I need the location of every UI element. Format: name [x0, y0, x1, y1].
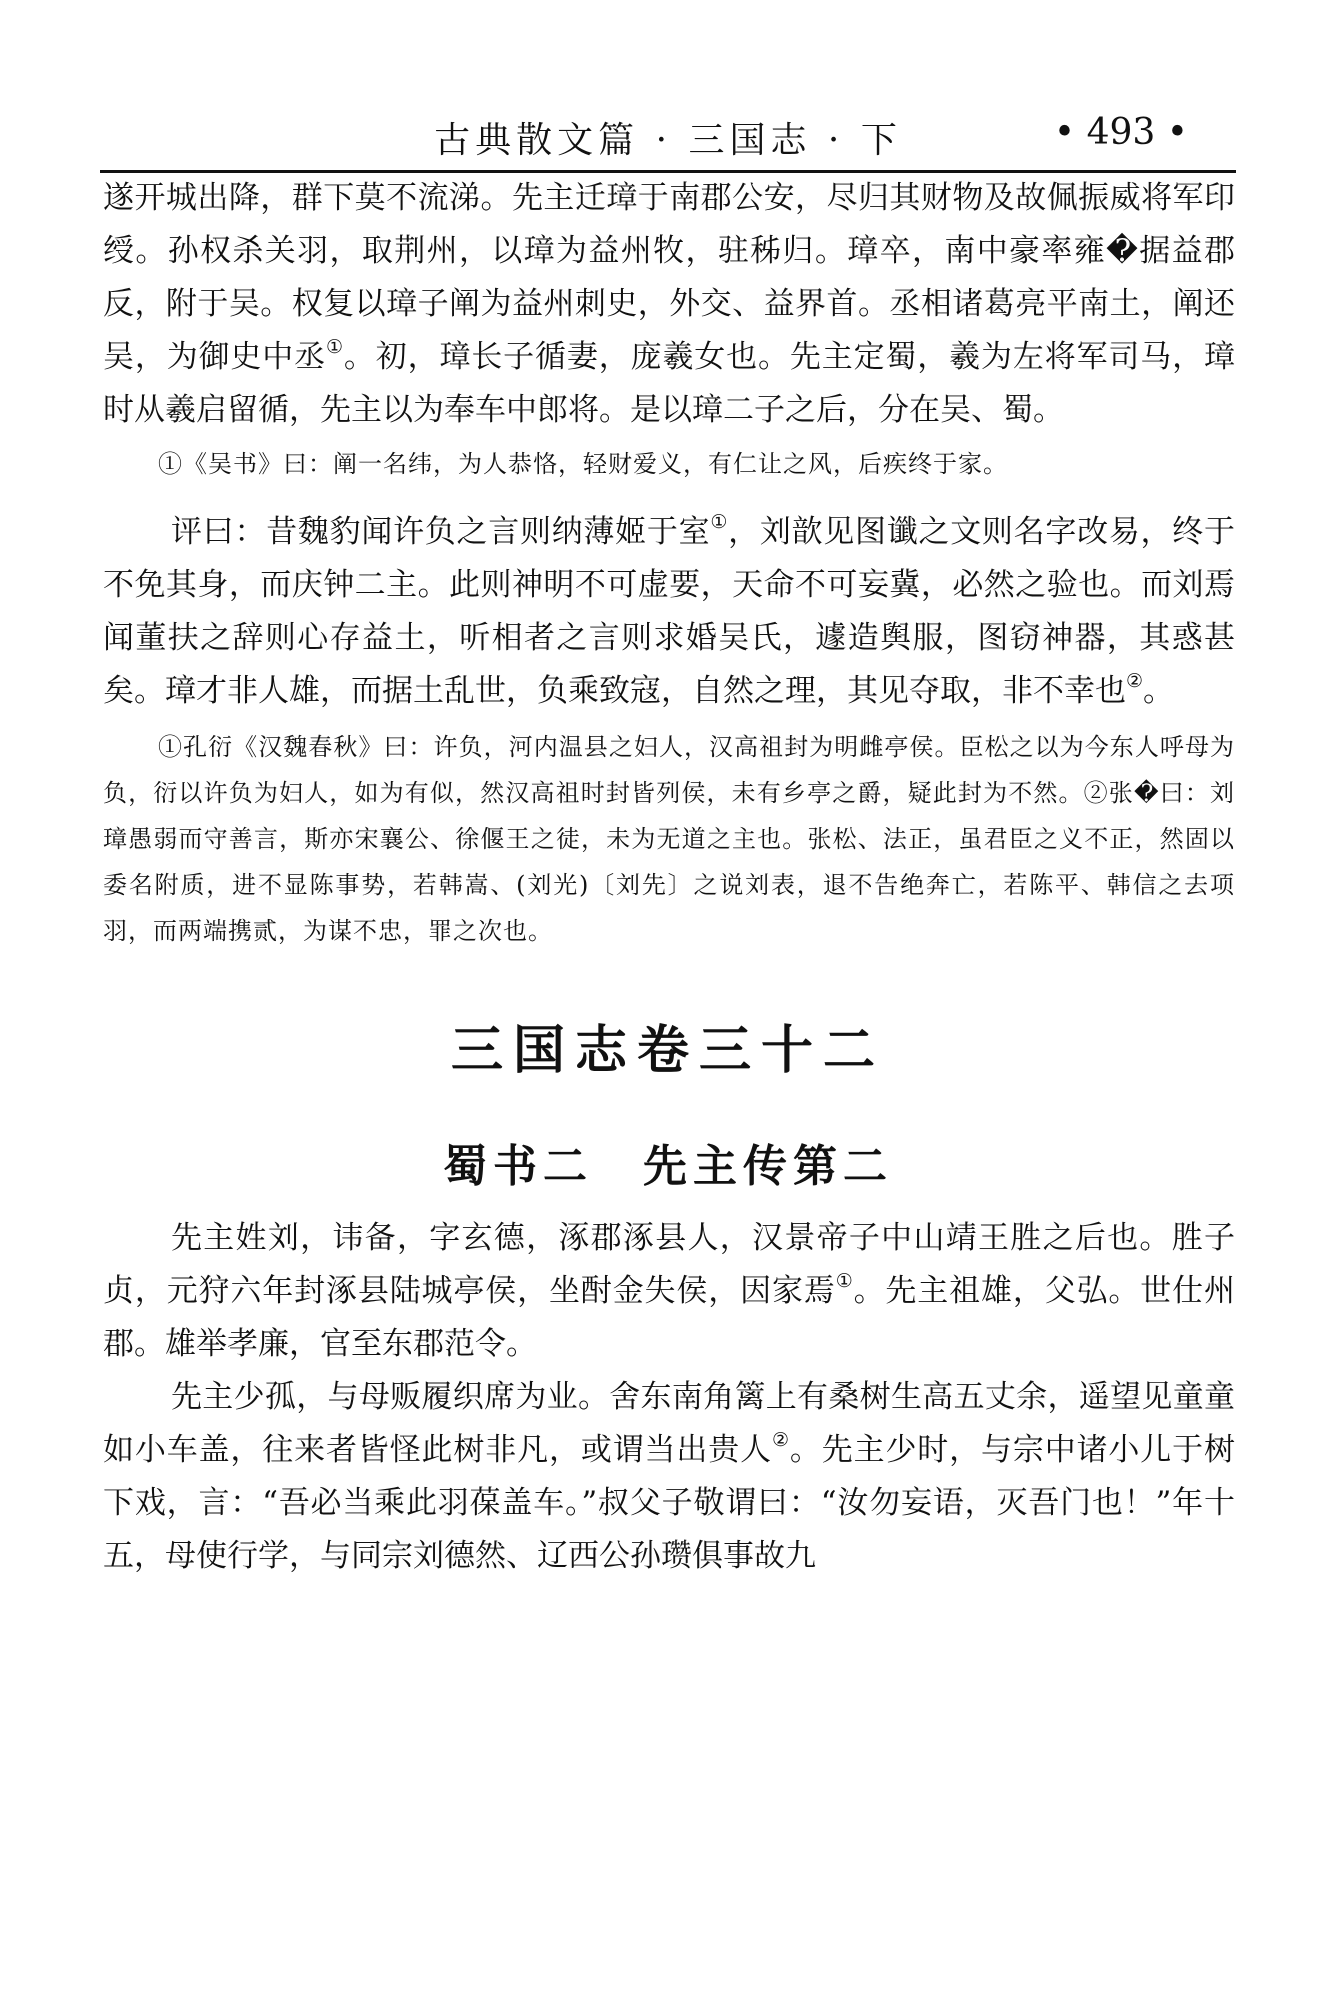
footnote-marker: ②	[771, 1429, 790, 1451]
section-commentary	[103, 506, 1235, 954]
footnote-marker: ①	[326, 336, 344, 358]
body-paragraph: 遂开城出降，群下莫不流涕。先主迁璋于南郡公安，尽归其财物及故佩振威将军印绶。孙权杀关羽，取荆州，以璋为益州牧，驻秭归。璋卒，南中豪率雍�据益郡反，附于吴。权复以璋子阐为益州刺史，外交、益界首。丞相诸葛亮平南土，阐还吴，为御史中丞①。初，璋长子循妻，庞羲女也。先主定蜀，羲为左将军司马，璋时从羲启留循，先主以为奉车中郎将。是以璋二子之后，分在吴、蜀。	[103, 180, 1235, 428]
section-title: 蜀书二 先主传第二	[443, 1141, 893, 1192]
footnote: ①孔衍《汉魏春秋》曰：许负，河内温县之妇人，汉高祖封为明雌亭侯。臣松之以为今东人呼母为负，衍以许负为妇人，如为有似，然汉高祖时封皆列侯，未有乡亭之爵，疑此封为不然。②张�曰：刘璋愚弱而守善言，斯亦宋襄公、徐偃王之徒，未为无道之主也。张松、法正，虽君臣之义不正，然固以委名附质，进不显陈事势，若韩嵩、(刘光)〔刘先〕之说刘表，退不告绝奔亡，若陈平、韩信之去项羽，而两端携贰，为谋不忠，罪之次也。	[103, 733, 1235, 945]
footnote-marker: ①	[710, 511, 729, 533]
section-xianzhu-biography	[103, 1212, 1235, 1583]
running-header	[100, 100, 1236, 161]
footnote-marker: ①	[835, 1270, 854, 1292]
page-number: • 493 •	[1053, 112, 1188, 153]
body-paragraph: 先主姓刘，讳备，字玄德，涿郡涿县人，汉景帝子中山靖王胜之后也。胜子贞，元狩六年封涿县陆城亭侯，坐酎金失侯，因家焉①。先主祖雄，父弘。世仕州郡。雄举孝廉，官至东郡范令。	[103, 1220, 1235, 1362]
commentary-paragraph: 评曰：昔魏豹闻许负之言则纳薄姬于室①，刘歆见图谶之文则名字改易，终于不免其身，而庆钟二主。此则神明不可虚要，天命不可妄冀，必然之验也。而刘焉闻董扶之辞则心存益土，听相者之言则求婚吴氏，遽造舆服，图窃神器，其惑甚矣。璋才非人雄，而据土乱世，负乘致寇，自然之理，其见夺取，非不幸也②。	[103, 511, 1235, 709]
section-liu-zhang-end	[103, 172, 1235, 487]
footnote-marker: ②	[1126, 670, 1144, 692]
running-title: 古典散文篇 · 三国志 · 下	[434, 120, 902, 161]
footnote: ①《吴书》曰：阐一名纬，为人恭恪，轻财爱义，有仁让之风，后疾终于家。	[158, 450, 1008, 478]
body-paragraph: 先主少孤，与母贩履织席为业。舍东南角篱上有桑树生高五丈余，遥望见童童如小车盖，往来者皆怪此树非凡，或谓当出贵人②。先主少时，与宗中诸小儿于树下戏，言：“吾必当乘此羽葆盖车。”叔父子敬谓曰：“汝勿妄语，灭吾门也！”年十五，母使行学，与同宗刘德然、辽西公孙瓒俱事故九	[103, 1379, 1235, 1574]
chapter-title: 三国志卷三十二	[450, 1021, 885, 1081]
